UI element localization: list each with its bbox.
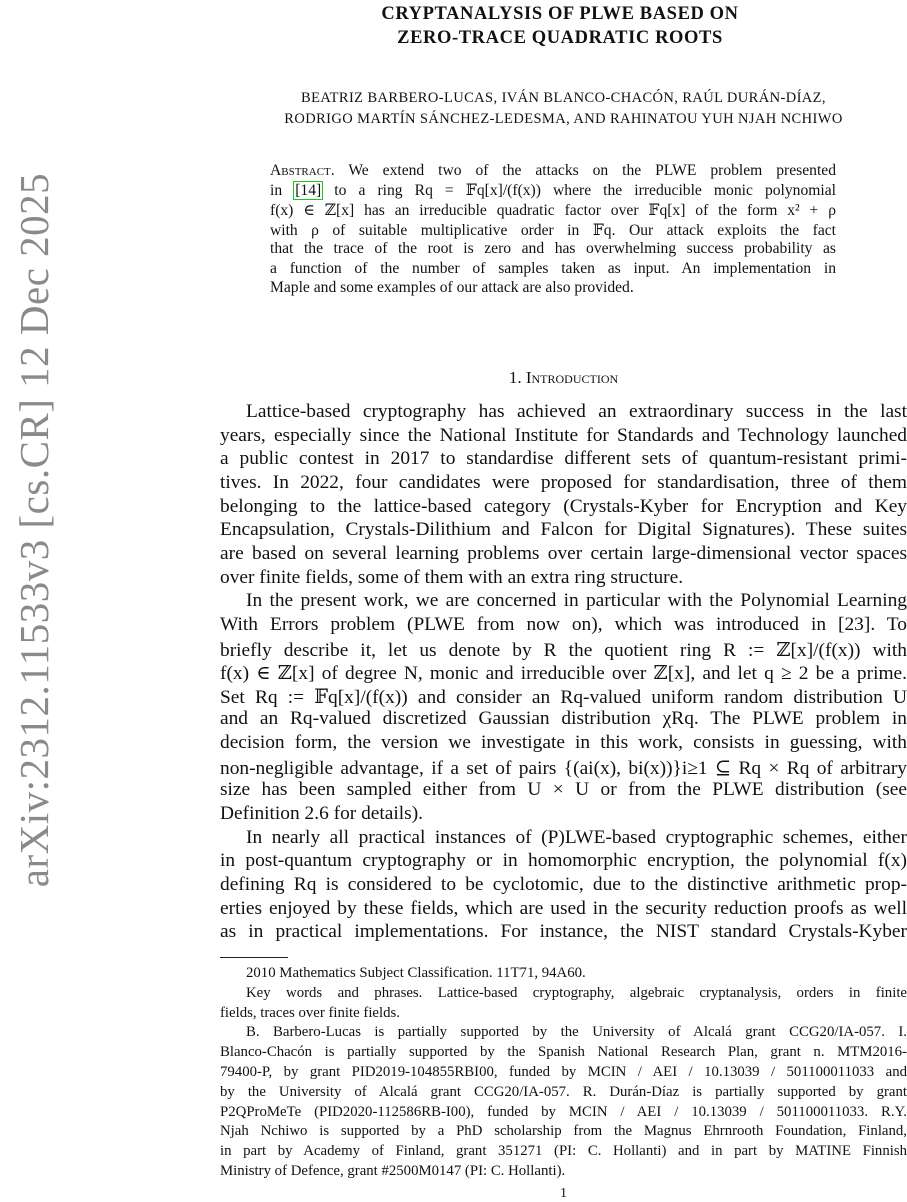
body-line: tives. In 2022, four candidates were proposed for standardisation, three of them xyxy=(220,471,907,493)
authors-line-2: RODRIGO MARTÍN SÁNCHEZ-LEDESMA, AND RAHINATOU YUH NJAH NCHIWO xyxy=(284,111,843,127)
body-line: decision form, the version we investigate in this work, consists in guessing, with xyxy=(220,732,907,754)
body-line: non-negligible advantage, if a set of pairs {(ai(x), bi(x))}i≥1 ⊆ Rq × Rq of arbitrary xyxy=(220,757,907,779)
abstract-line xyxy=(270,181,836,200)
body-line: belonging to the lattice-based category (Crystals-Kyber for Encryption and Key xyxy=(220,495,907,517)
abstract-line: with ρ of suitable multiplicative order in 𝔽q. Our attack exploits the fact xyxy=(270,221,836,239)
body-line: in post-quantum cryptography or in homomorphic encryption, the polynomial f(x) xyxy=(220,850,907,872)
body-line: are based on several learning problems over certain large-dimensional vector spaces xyxy=(220,542,907,564)
body-line: as in practical implementations. For instance, the NIST standard Crystals-Kyber xyxy=(220,921,907,943)
body-line: briefly describe it, let us denote by R the quotient ring R := ℤ[x]/(f(x)) with xyxy=(220,639,907,661)
footnote-line: 2010 Mathematics Subject Classification. 11T71, 94A60. xyxy=(246,965,586,981)
abstract-label: Abstract. xyxy=(270,162,335,179)
abstract-text: in xyxy=(270,182,283,199)
body-line: and an Rq-valued discretized Gaussian distribution χRq. The PLWE problem in xyxy=(220,708,907,730)
body-line: In the present work, we are concerned in particular with the Polynomial Learning xyxy=(246,590,907,612)
footnote-line: Ministry of Defence, grant #2500M0147 (PI: C. Hollanti). xyxy=(220,1163,566,1179)
body-line: size has been sampled either from U × U or from the PLWE distribution (see xyxy=(220,779,907,801)
footnote-rule xyxy=(220,957,288,958)
authors-line-1: BEATRIZ BARBERO-LUCAS, IVÁN BLANCO-CHACÓN, RAÚL DURÁN-DÍAZ, xyxy=(301,90,826,106)
paper-title-line-2: ZERO-TRACE QUADRATIC ROOTS xyxy=(397,28,723,48)
footnote-line: P2QProMeTe (PID2020-112586RB-I00), funded by MCIN / AEI / 10.13039 / 501100011033. R.Y. xyxy=(220,1103,907,1120)
section-title: Introduction xyxy=(525,368,619,387)
section-heading xyxy=(220,368,907,388)
body-line: years, especially since the National Institute for Standards and Technology launched xyxy=(220,424,907,446)
footnote-line: Blanco-Chacón is partially supported by the Spanish National Research Plan, grant n. MTM2016- xyxy=(220,1044,907,1061)
citation-link[interactable]: [14] xyxy=(295,182,322,199)
footnote-line: Key words and phrases. Lattice-based cryptography, algebraic cryptanalysis, orders in finite xyxy=(246,984,907,1001)
body-line: defining Rq is considered to be cyclotomic, due to the distinctive arithmetic prop- xyxy=(220,874,907,895)
footnote-line: by the University of Alcalá grant CCG20/IA-057. R. Durán-Díaz is partially supported by grant xyxy=(220,1083,907,1100)
abstract-line: a function of the number of samples taken as input. An implementation in xyxy=(270,259,836,277)
abstract-line: Maple and some examples of our attack are also provided. xyxy=(270,279,634,297)
body-line: Set Rq := 𝔽q[x]/(f(x)) and consider an Rq-valued uniform random distribution U xyxy=(220,686,907,708)
footnote-line: 79400-P, by grant PID2019-104855RBI00, funded by MCIN / AEI / 10.13039 / 501100011033 and xyxy=(220,1064,907,1080)
footnote-line: B. Barbero-Lucas is partially supported by the University of Alcalá grant CCG20/IA-057. I. xyxy=(246,1024,907,1041)
body-line: a public contest in 2017 to standardise different sets of quantum-resistant primi- xyxy=(220,448,907,470)
footnote-line: fields, traces over finite fields. xyxy=(220,1004,400,1021)
abstract-line: f(x) ∈ ℤ[x] has an irreducible quadratic factor over 𝔽q[x] of the form x² + ρ xyxy=(270,202,836,219)
abstract-text: to a ring Rq = 𝔽q[x]/(f(x)) where the irreducible monic polynomial xyxy=(334,182,836,199)
paper-title-line-1: CRYPTANALYSIS OF PLWE BASED ON xyxy=(381,4,739,24)
footnote-line: in part by Academy of Finland, grant 351271 (PI: C. Hollanti) and in part by MATINE Finnish xyxy=(220,1143,907,1160)
body-line: Lattice-based cryptography has achieved an extraordinary success in the last xyxy=(246,401,907,422)
body-line: f(x) ∈ ℤ[x] of degree N, monic and irreducible over ℤ[x], and let q ≥ 2 be a prime. xyxy=(220,663,907,685)
arxiv-identifier: arXiv:2312.11533v3 [cs.CR] 12 Dec 2025 xyxy=(11,172,57,888)
body-line: over finite fields, some of them with an extra ring structure. xyxy=(220,566,684,588)
abstract-text: We extend two of the attacks on the PLWE problem presented xyxy=(348,162,836,179)
abstract-line xyxy=(270,162,836,180)
body-line: With Errors problem (PLWE from now on), which was introduced in [23]. To xyxy=(220,613,907,635)
page-number: 1 xyxy=(560,1186,567,1201)
abstract-line: that the trace of the root is zero and has overwhelming success probability as xyxy=(270,240,836,258)
body-line: erties enjoyed by these fields, which are used in the security reduction proofs as well xyxy=(220,897,907,919)
body-line: Encapsulation, Crystals-Dilithium and Falcon for Digital Signatures). These suites xyxy=(220,519,907,541)
body-line: Definition 2.6 for details). xyxy=(220,803,424,825)
footnote-line: Njah Nchiwo is supported by a PhD scholarship from the Magnus Ehrnrooth Foundation, Finland, xyxy=(220,1123,907,1140)
body-line: In nearly all practical instances of (P)LWE-based cryptographic schemes, either xyxy=(246,826,907,848)
section-number: 1. xyxy=(508,368,522,387)
